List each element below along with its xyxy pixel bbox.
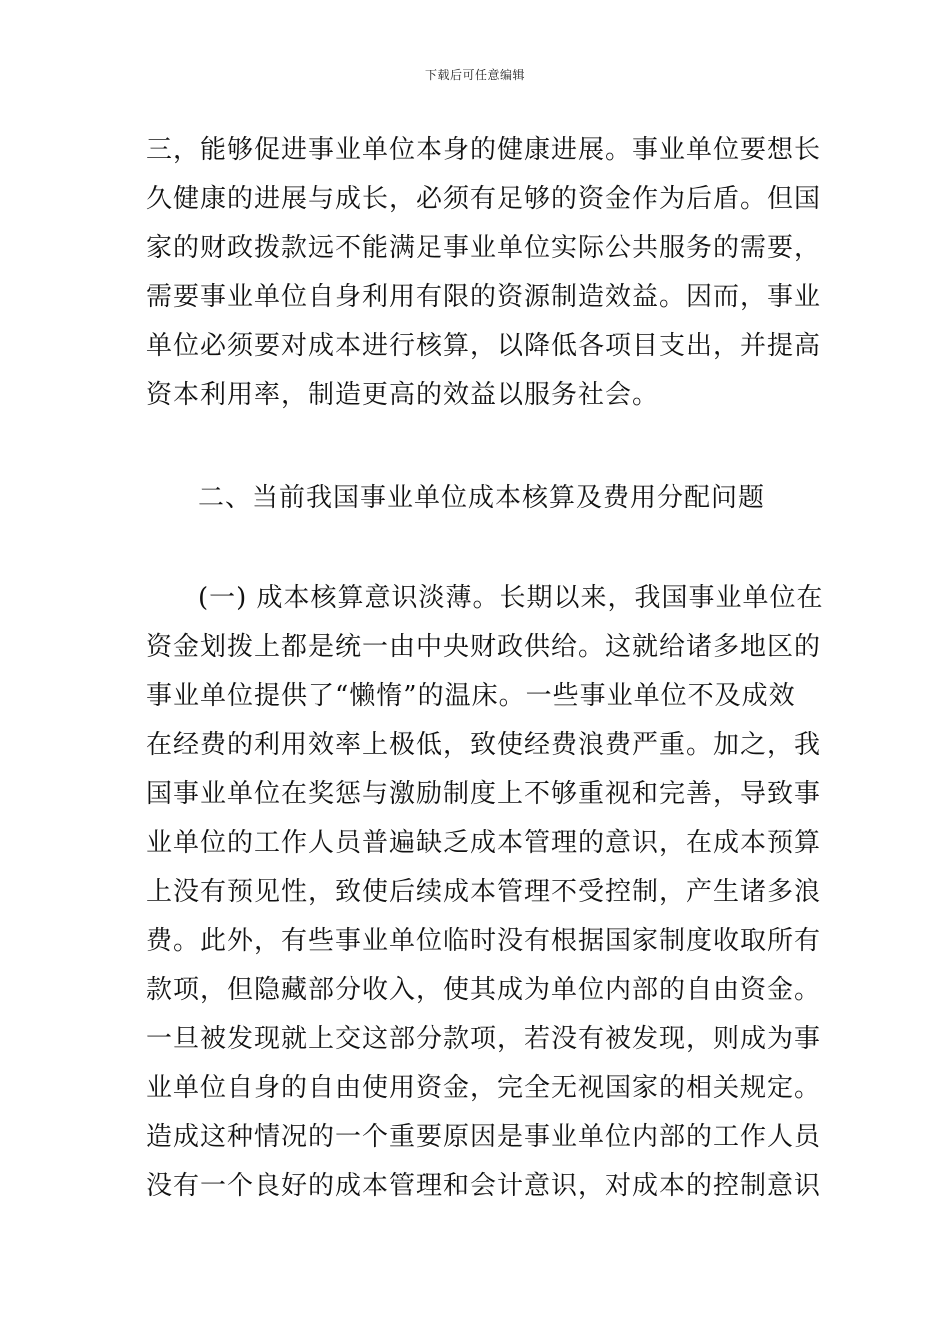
paragraph-line: 单位必须要对成本进行核算，以降低各项目支出，并提高: [146, 331, 822, 361]
paragraph-line: 业单位自身的自由使用资金，完全无视国家的相关规定。: [146, 1073, 822, 1103]
paragraph-line: 业单位的工作人员普遍缺乏成本管理的意识，在成本预算: [146, 828, 822, 858]
paragraph-line: 没有一个良好的成本管理和会计意识，对成本的控制意识: [146, 1171, 822, 1201]
paragraph-line: 一旦被发现就上交这部分款项，若没有被发现，则成为事: [146, 1024, 822, 1054]
paragraph-2: [146, 574, 824, 1211]
paragraph-line: 款项，但隐藏部分收入，使其成为单位内部的自由资金。: [146, 975, 822, 1005]
paragraph-line: (一) 成本核算意识淡薄。长期以来，我国事业单位在: [198, 583, 824, 613]
paragraph-line: 造成这种情况的一个重要原因是事业单位内部的工作人员: [146, 1122, 822, 1152]
paragraph-line: 资金划拨上都是统一由中央财政供给。这就给诸多地区的: [146, 632, 822, 662]
paragraph-line: 三，能够促进事业单位本身的健康进展。事业单位要想长: [146, 135, 822, 165]
paragraph-line: 久健康的进展与成长，必须有足够的资金作为后盾。但国: [146, 184, 822, 214]
paragraph-line: 费。此外，有些事业单位临时没有根据国家制度收取所有: [146, 926, 822, 956]
paragraph-line: 资本利用率，制造更高的效益以服务社会。: [146, 380, 660, 410]
paragraph-line: 国事业单位在奖惩与激励制度上不够重视和完善，导致事: [146, 779, 822, 809]
header-note: 下载后可任意编辑: [424, 68, 525, 82]
paragraph-line: 家的财政拨款远不能满足事业单位实际公共服务的需要，: [146, 233, 822, 263]
paragraph-line: 上没有预见性，致使后续成本管理不受控制，产生诸多浪: [146, 877, 822, 907]
section-heading: [146, 474, 810, 523]
paragraph-line: 需要事业单位自身利用有限的资源制造效益。因而，事业: [146, 282, 822, 312]
section-heading-text: 二、当前我国事业单位成本核算及费用分配问题: [198, 483, 766, 513]
paragraph-line: 事业单位提供了“懒惰”的温床。一些事业单位不及成效: [146, 681, 796, 711]
paragraph-1: [146, 126, 822, 420]
paragraph-line: 在经费的利用效率上极低，致使经费浪费严重。加之，我: [146, 730, 822, 760]
